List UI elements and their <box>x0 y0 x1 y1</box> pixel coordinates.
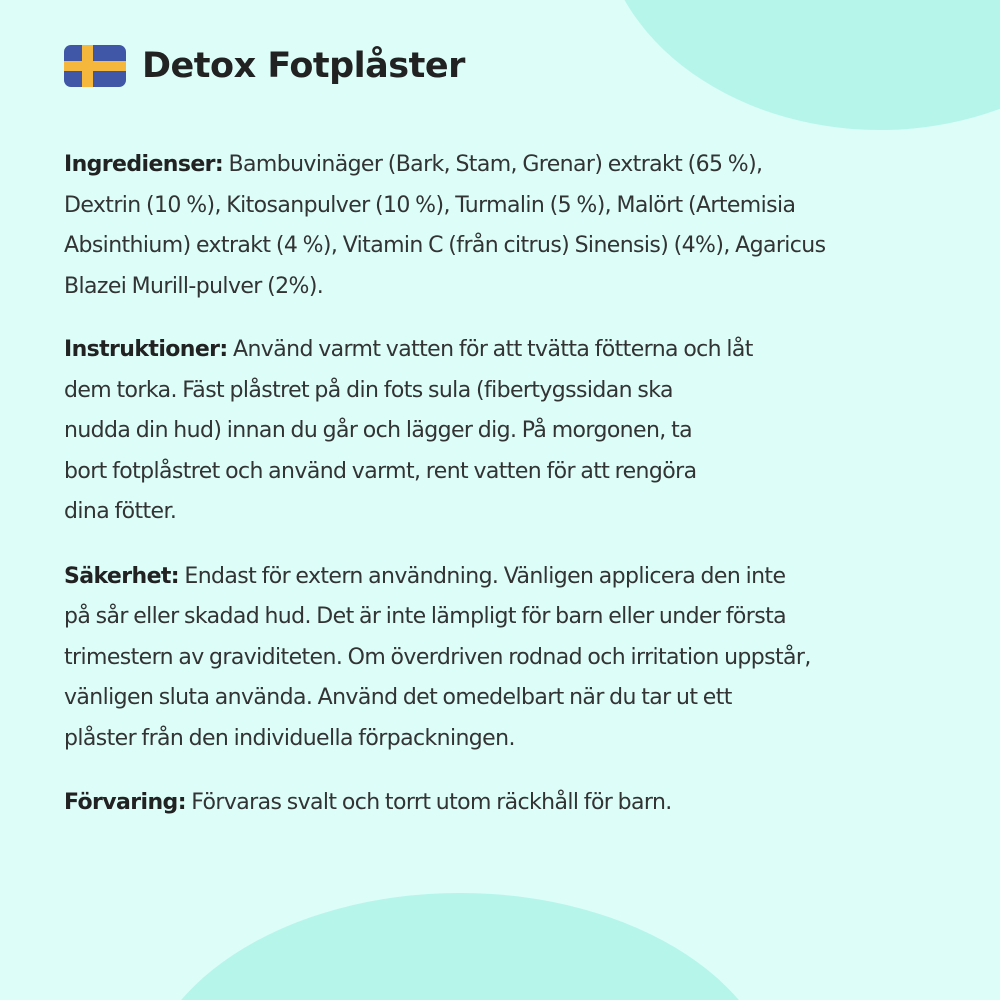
decorative-blob-top <box>600 0 1000 130</box>
decorative-blob-bottom <box>140 893 780 1000</box>
sweden-flag-icon <box>64 45 126 87</box>
safety-text-1: Endast för extern användning. Vänligen applicera den inte <box>179 563 786 589</box>
header <box>64 40 465 92</box>
safety-line-3: trimestern av graviditeten. Om överdriven rodnad och irritation uppstår, <box>64 644 811 670</box>
instructions-label: Instruktioner: <box>64 337 228 362</box>
ingredients-label: Ingredienser: <box>64 152 224 177</box>
safety-line-5: plåster från den individuella förpackningen. <box>64 725 515 751</box>
safety-line-2: på sår eller skadad hud. Det är inte lämpligt för barn eller under första <box>64 604 786 629</box>
ingredients-line-2: Dextrin (10 %), Kitosanpulver (10 %), Turmalin (5 %), Malört (Artemisia <box>64 192 796 218</box>
content <box>64 145 979 824</box>
storage-line-1 <box>64 783 979 824</box>
safety-line-1 <box>64 557 979 598</box>
safety-line-4: vänligen sluta använda. Använd det omedelbart när du tar ut ett <box>64 685 732 710</box>
safety-section <box>64 557 979 760</box>
instructions-section <box>64 330 979 533</box>
ingredients-text-1: Bambuvinäger (Bark, Stam, Grenar) extrakt (65 %), <box>223 152 763 177</box>
page-title: Detox Fotplåster <box>142 46 465 86</box>
instructions-text-1: Använd varmt vatten för att tvätta fötterna och låt <box>227 337 753 362</box>
instructions-line-4: bort fotplåstret och använd varmt, rent vatten för att rengöra <box>64 458 697 484</box>
storage-text-1: Förvaras svalt och torrt utom räckhåll för barn. <box>185 790 672 815</box>
storage-section <box>64 783 979 824</box>
instructions-line-3: nudda din hud) innan du går och lägger dig. På morgonen, ta <box>64 418 692 443</box>
instructions-line-5: dina fötter. <box>64 499 177 524</box>
ingredients-line-1 <box>64 145 979 186</box>
instructions-line-1 <box>64 330 979 371</box>
ingredients-section <box>64 145 979 307</box>
safety-label: Säkerhet: <box>64 563 179 589</box>
instructions-line-2: dem torka. Fäst plåstret på din fots sula (fibertygssidan ska <box>64 377 673 403</box>
flag-cross-horizontal <box>64 61 126 71</box>
ingredients-line-3: Absinthium) extrakt (4 %), Vitamin C (från citrus) Sinensis) (4%), Agaricus <box>64 233 826 258</box>
ingredients-line-4: Blazei Murill-pulver (2%). <box>64 273 324 299</box>
storage-label: Förvaring: <box>64 790 186 815</box>
